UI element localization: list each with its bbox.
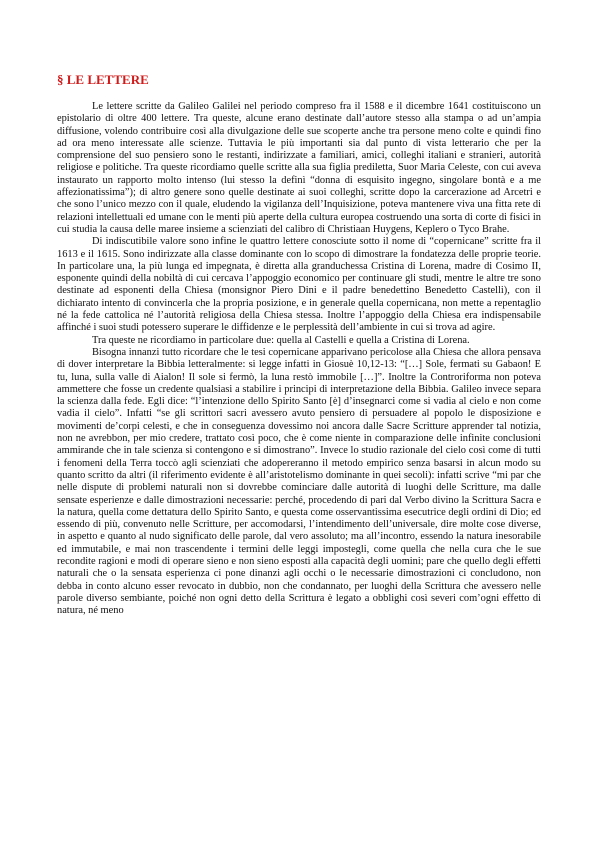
paragraph-two-letters: Tra queste ne ricordiamo in particolare due: quella al Castelli e quella a Cristina di Lorena.: [92, 334, 470, 346]
paragraph-scripture-science: Bisogna innanzi tutto ricordare che le tesi copernicane apparivano pericolose alla Chiesa che allora pensava di dover interpretare la Bibbia letteralmente: si legge infatti in Giosuè 10,12-13: “[…] Sole, fermati su Gabaon! E tu, luna, sulla valle di Aialon! Il sole si fermò, la luna restò immobile […]”. Inoltre la Controriforma non poteva ammettere che fosse un credente qualsiasi a stabilire i principi di interpretazione della Bibbia. Galileo invece separa la scienza dalla fede. Egli dice: “l’intenzione dello Spirito Santo [è] d’insegnarci come si vadia al cielo e non come vadia il cielo”. Infatti “se gli scrittori sacri avessero avuto pensiero di persuadere al popolo le disposizione e movimenti de’corpi celesti, e che in conseguenza dovessimo noi ancora dalle Sacre Scritture apprender tal notizia, non ne avrebbon, per mio credere, trattato così poco, che è come niente in comparazione delle infinite conclusioni ammirande che in tale scienza si contengono e si dimostrano”. Invece lo studio razionale del cielo così come di tutti i fenomeni della Terra toccò agli scienziati che adopereranno il metodo empirico senza basarsi in alcun modo su quanto scritto da altri (il riferimento evidente è all’aristotelismo dominante in quei secoli): infatti scrive “mi par che nelle dispute di problemi naturali non si dovrebbe cominciare dalle autorità di luoghi delle Scritture, ma dalle sensate esperienze e dalle dimostrazioni necessarie: perché, procedendo di pari dal Verbo divino la Scrittura Sacra e la natura, quella come dettatura dello Spirito Santo, e questa come osservantissima esecutrice degli ordini di Dio; ed essendo di più, convenuto nelle Scritture, per accomodarsi, l’intendimento dell’universale, dire molte cose diverse, in aspetto e quanto al nudo significato delle parole, dal vero assoluto; ma all’incontro, essendo la natura inesorabile ed immutabile, e mai non trascendente i termini delle leggi impostegli, come quella che nella cura che le sue recondite ragioni e modi di operare sieno e non sieno esposti alla capacità degli uomini; pare che quello degli effetti naturali che o la sensata esperienza ci pone dinanzi agli occhi o le necessarie dimostrazioni ci concludono, non debba in conto alcuno esser revocato in dubbio, non che condannato, per luoghi della Scrittura che avessero nelle parole diverso sembiante, poiché non ogni detto della Scrittura è legato a obblighi così severi com’ogni effetto di natura, né meno: [57, 346, 541, 617]
section-heading: § LE LETTERE: [57, 72, 149, 87]
document-page: [57, 72, 541, 617]
paragraph-copernican-letters: Di indiscutibile valore sono infine le quattro lettere conosciute sotto il nome di “copernicane” scritte fra il 1613 e il 1615. Sono indirizzate alla classe dominante con lo scopo di dimostrare la fondatezza delle proprie teorie. In particolare una, la più lunga ed impegnata, è diretta alla granduchessa Cristina di Lorena, madre di Cosimo II, esponente quindi della nobiltà di cui cercava l’appoggio economico per continuare gli studi, mentre le altre tre sono destinate ad esponenti della Chiesa (monsignor Piero Dini e il padre benedettino Benedetto Castelli), con il dichiarato intento di convincerla che la propria posizione, e in generale quella copernicana, non mette a repentaglio né la fede cattolica né l’autorità religiosa della Chiesa stessa. Inoltre l’appoggio della Chiesa era indispensabile affinché i suoi studi potessero superare le diffidenze e le perplessità dell’ambiente in cui si trova ad agire.: [57, 236, 541, 334]
paragraph-intro: Le lettere scritte da Galileo Galilei nel periodo compreso fra il 1588 e il dicembre 1641 costituiscono un epistolario di oltre 400 lettere. Tra queste, alcune erano destinate dall’autore stesso alla stampa o ad un’ampia diffusione, volendo contribuire così alla divulgazione delle sue scoperte anche tra persone meno colte e quindi fino ad ora meno interessate alle scienze. Tuttavia le più importanti sia dal punto di vista letterario che per la comprensione del suo pensiero sono le restanti, indirizzate a familiari, amici, colleghi italiani e stranieri, autorità religiose e politiche. Tra queste ricordiamo quelle scritte alla sua figlia prediletta, Suor Maria Celeste, con cui aveva instaurato un rapporto molto intenso (lui stesso la definì “donna di esquisito ingegno, singolare bontà e a me affezionatissima”); di altro genere sono quelle destinate ai suoi colleghi, scritte dopo la carcerazione ad Arcetri e che sono l’unico mezzo con il quale, eludendo la vigilanza dell’Inquisizione, poteva mantenere viva una fitta rete di relazioni intellettuali ed umane con le menti più aperte della cultura europea costruendo una sorta di corte di fisici in cui studia la causa delle maree insieme a scienziati del calibro di Christiaan Huygens, Keplero o Tyco Brahe.: [57, 101, 541, 235]
